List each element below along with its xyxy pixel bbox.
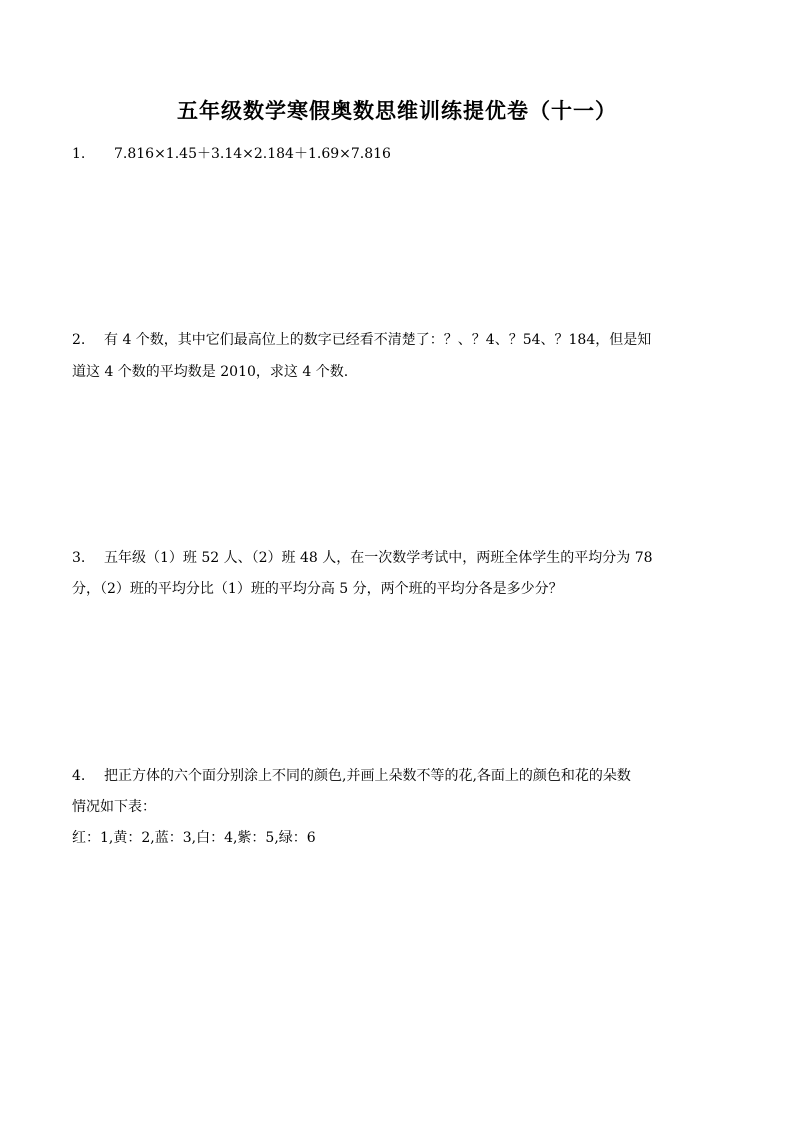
question-4-text-line-2: 情况如下表： (72, 799, 156, 815)
question-1-text: 7.816×1.45＋3.14×2.184＋1.69×7.816 (114, 146, 391, 162)
question-2-line-2 (72, 362, 348, 382)
question-4-text-line-1: 把正方体的六个面分别涂上不同的颜色,并画上朵数不等的花,各面上的颜色和花的朵数 (104, 768, 631, 784)
question-4-number: 4. (72, 768, 86, 784)
question-4-line-3 (72, 828, 316, 848)
question-2-line-1 (72, 330, 651, 350)
question-2-text-line-1: 有 4 个数，其中它们最高位上的数字已经看不清楚了：？、？4、？54、？184，但是知 (104, 332, 652, 348)
question-2-number: 2. (72, 332, 86, 348)
question-3-text-line-1: 五年级（1）班 52 人、（2）班 48 人，在一次数学考试中，两班全体学生的平均分为 78 (104, 550, 653, 566)
question-3-number: 3. (72, 550, 86, 566)
question-4-color-list: 红：1,黄：2,蓝：3,白：4,紫：5,绿：6 (72, 830, 316, 846)
question-3-line-2 (72, 579, 563, 599)
question-3-line-1 (72, 548, 653, 568)
question-4-line-1 (72, 766, 631, 786)
question-4-line-2 (72, 797, 156, 817)
page-title: 五年级数学寒假奥数思维训练提优卷（十一） (177, 98, 617, 123)
question-2-text-line-2: 道这 4 个数的平均数是 2010，求这 4 个数. (72, 364, 349, 380)
question-1-number: 1. (72, 146, 86, 162)
question-1-line-1 (72, 144, 391, 164)
question-3-text-line-2: 分，（2）班的平均分比（1）班的平均分高 5 分，两个班的平均分各是多少分？ (72, 581, 563, 597)
